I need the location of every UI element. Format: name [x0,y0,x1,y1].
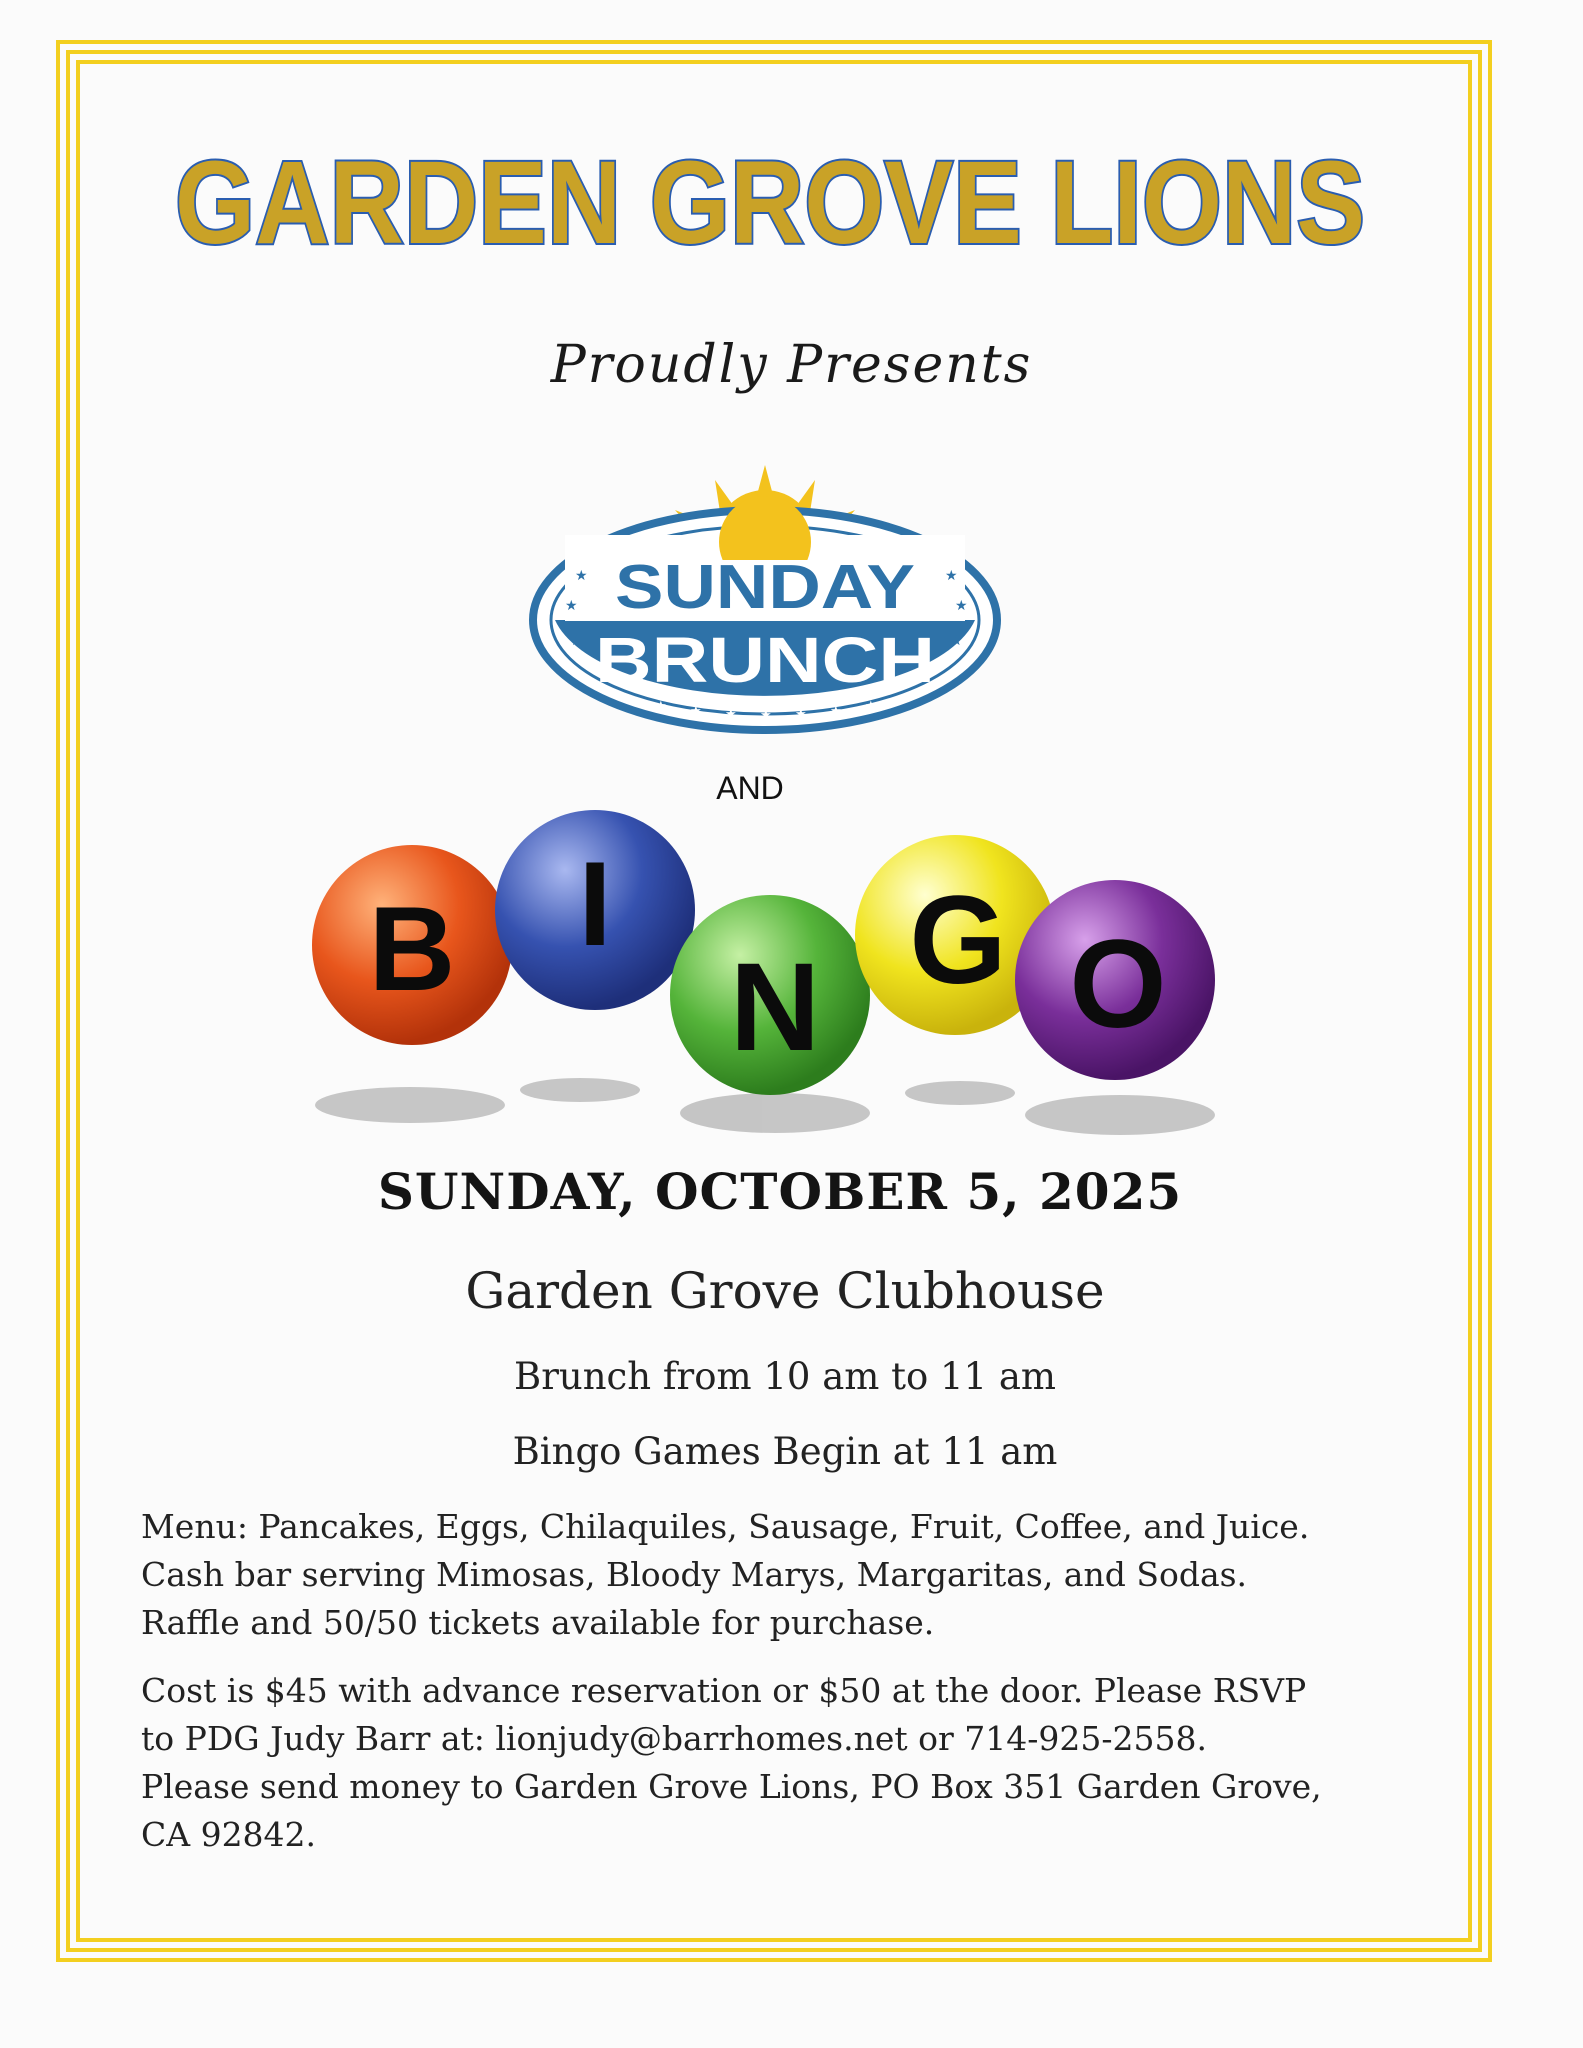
brunch-time: Brunch from 10 am to 11 am [514,1355,1056,1398]
cost-line: CA 92842. [141,1815,317,1854]
menu-line: Raffle and 50/50 tickets available for purchase. [141,1603,935,1642]
ball-i-letter: I [578,837,612,971]
svg-text:★: ★ [655,699,667,714]
cost-line: Cost is $45 with advance reservation or $50 at the door. Please RSVP [141,1671,1307,1710]
brunch-logo-line1: SUNDAY [615,553,915,622]
ball-b-letter: B [368,882,456,1016]
cost-line: Please send money to Garden Grove Lions, PO Box 351 Garden Grove, [141,1767,1322,1806]
svg-text:★: ★ [795,707,807,722]
svg-text:★: ★ [690,704,702,719]
club-title-text: GARDEN GROVE LIONS [175,137,1365,269]
svg-text:★: ★ [725,707,737,722]
menu-line: Menu: Pancakes, Eggs, Chilaquiles, Sausage, Fruit, Coffee, and Juice. [141,1507,1310,1546]
subtitle: Proudly Presents [550,335,1033,395]
svg-text:★: ★ [945,568,958,584]
club-title [0,128,1583,278]
svg-text:★: ★ [955,598,968,614]
event-date: SUNDAY, OCTOBER 5, 2025 [377,1162,1183,1221]
cost-paragraph [141,1667,1441,1859]
svg-text:★: ★ [575,568,588,584]
bingo-logo [300,805,1260,1150]
ball-o-letter: O [1069,915,1167,1054]
svg-text:★: ★ [760,708,772,723]
svg-text:★: ★ [865,699,877,714]
svg-text:★: ★ [570,633,583,649]
svg-text:★: ★ [830,704,842,719]
menu-line: Cash bar serving Mimosas, Bloody Marys, Margaritas, and Sodas. [141,1555,1248,1594]
ball-n-letter: N [729,938,821,1077]
brunch-logo-line2: BRUNCH [595,624,935,696]
svg-text:★: ★ [950,633,963,649]
sunday-brunch-logo [525,460,1005,740]
ball-g-letter: G [909,871,1007,1010]
and-label: AND [716,770,784,806]
event-venue: Garden Grove Clubhouse [465,1262,1105,1320]
bingo-time: Bingo Games Begin at 11 am [512,1430,1058,1473]
svg-text:★: ★ [565,598,578,614]
cost-line: to PDG Judy Barr at: lionjudy@barrhomes.net or 714-925-2558. [141,1719,1207,1758]
menu-paragraph [141,1503,1441,1647]
